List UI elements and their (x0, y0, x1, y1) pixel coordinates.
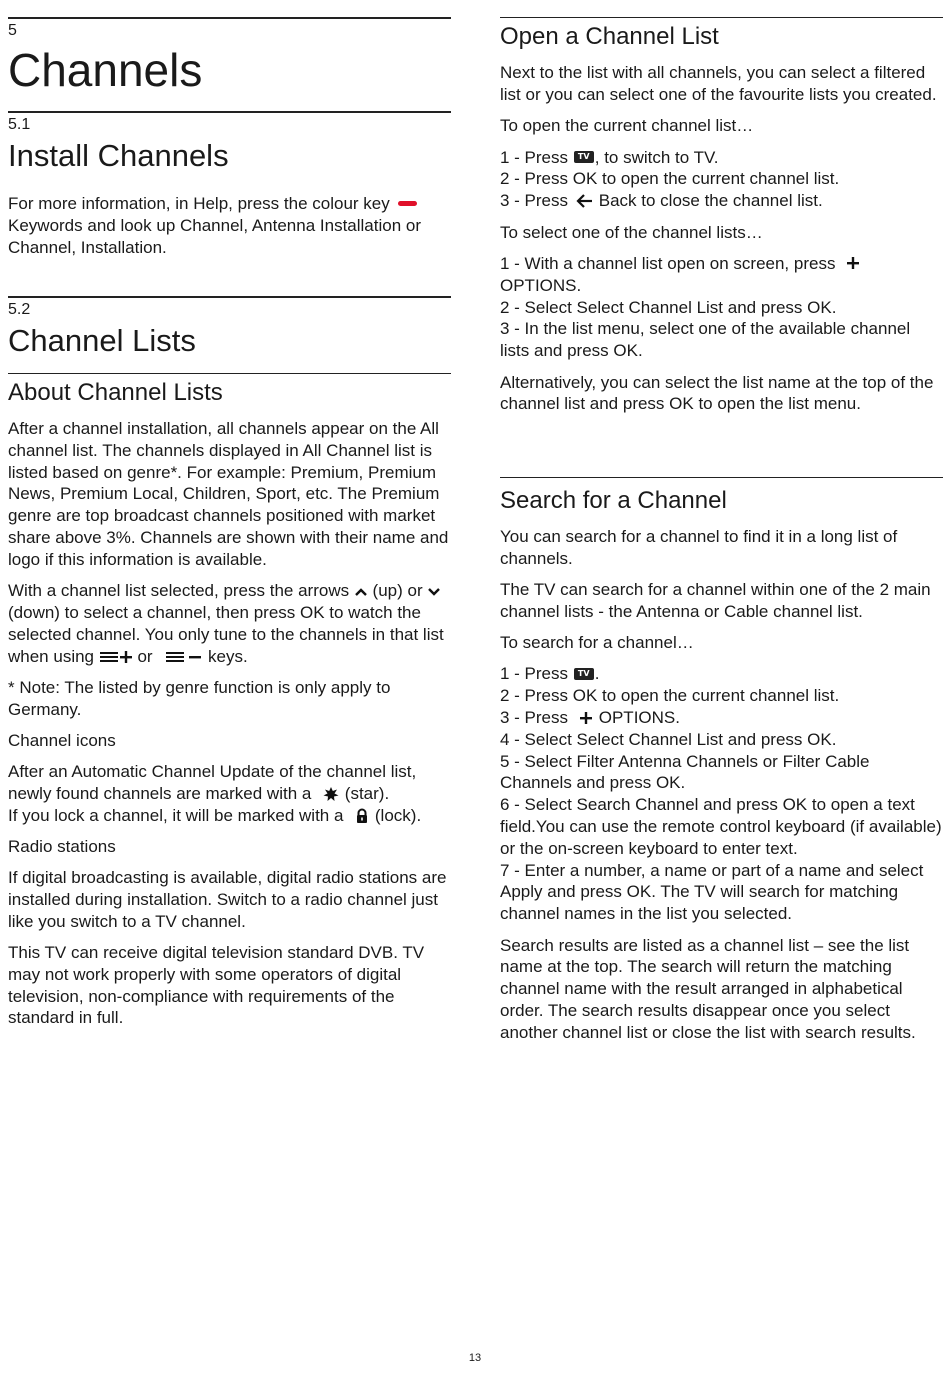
filter-cable-keyword: Filter Cable Channels (500, 751, 870, 793)
ok-keyword: OK (669, 394, 694, 414)
ok-keyword: OK (655, 773, 681, 793)
open-steps (500, 147, 943, 212)
channel-antenna-keyword: Channel, Antenna Installation (180, 215, 402, 235)
subsection-rule (500, 477, 943, 478)
subsection-title: About Channel Lists (8, 378, 223, 406)
section-number: 5.2 (8, 300, 31, 318)
search-channel-keyword: Search Channel (576, 795, 699, 815)
ok-keyword: OK (572, 686, 598, 706)
step-item: 6 - Select Search Channel and press OK to open a text field.You can use the remote control keyboard (if available) or the on-screen keyboard to enter text. (500, 795, 942, 858)
chapter-title: Channels (8, 44, 203, 96)
search-paragraph-3: To search for a channel… (500, 633, 694, 653)
section-title: Channel Lists (8, 322, 196, 358)
ok-keyword: OK (626, 882, 652, 902)
ok-keyword: OK (300, 602, 325, 622)
search-paragraph-1: You can search for a channel to find it in a long list of channels. (500, 526, 898, 568)
help-keyword: Help (193, 194, 229, 213)
back-arrow-icon (575, 193, 595, 209)
section-number: 5.1 (8, 116, 31, 133)
chevron-up-icon (354, 587, 368, 597)
plus-icon (842, 256, 864, 270)
chapter-rule (8, 17, 451, 19)
search-steps (500, 663, 943, 925)
step-item: 2 - Select Select Channel List and press OK. (500, 297, 837, 317)
section-title: Install Channels (8, 138, 229, 173)
chapter-number: 5 (8, 22, 17, 39)
options-keyword: OPTIONS (598, 708, 676, 728)
filter-antenna-keyword: Filter Antenna Channels (576, 751, 758, 771)
lock-icon (354, 808, 370, 824)
plus-icon (119, 650, 133, 664)
select-steps (500, 253, 943, 362)
select-channel-list-keyword: Select Channel List (576, 729, 724, 749)
channel-installation-keyword: Channel, Installation (8, 237, 163, 257)
tv-key-icon: TV (574, 151, 594, 163)
left-column (8, 17, 451, 1039)
open-paragraph-4: Alternatively, you can select the list name at the top of the channel list and press OK to open the list menu. (500, 372, 934, 414)
right-column (500, 17, 943, 1053)
radio-paragraph-2: This TV can receive digital television standard DVB. TV may not work properly with some operators of digital television, non-compliance with requirements of the standard in full. (8, 943, 425, 1028)
radio-stations-heading: Radio stations (8, 837, 116, 857)
subsection-rule (500, 17, 943, 18)
ok-keyword: OK (572, 169, 598, 189)
arrows-paragraph: With a channel list selected, press the arrows (up) or (down) to select a channel, then press OK to watch the selected channel. You only tune to the channels in that list when using or keys. (8, 581, 444, 666)
step-item: 3 - Press Back to close the channel list. (500, 191, 823, 211)
page-number: 13 (468, 1352, 482, 1364)
subsection-rule (8, 373, 451, 374)
radio-paragraph-1: If digital broadcasting is available, digital radio stations are installed during installation. Switch to a radio channel just like you switch to a TV channel. (8, 868, 447, 931)
search-paragraph-4: Search results are listed as a channel list – see the list name at the top. The search will return the matching channel name with the result arranged in alphabetical order. The search results disappear once you select another channel list or close the list with search results. (500, 935, 916, 1042)
step-item: 2 - Press OK to open the current channel list. (500, 169, 840, 189)
channel-icons-heading: Channel icons (8, 731, 116, 751)
step-item: 4 - Select Select Channel List and press OK. (500, 729, 837, 749)
step-item: 1 - Press TV . (500, 664, 600, 684)
about-paragraph: After a channel installation, all channels appear on the All channel list. The channels displayed in All Channel list is listed based on genre*. For example: Premium, Premium News, Premium Local, Children, Sport, etc. The Premium genre are top broadcast channels positioned with market share above 3%. Channels are shown with their name and logo if this information is available. (8, 418, 449, 569)
apply-keyword: Apply (500, 882, 543, 902)
keywords-keyword: Keywords (8, 215, 83, 235)
install-paragraph: For more information, in Help, press the colour key Keywords and look up Channel, Antenna Installation or Channel, Installation. (8, 194, 422, 257)
select-channel-list-keyword: Select Channel List (576, 297, 724, 317)
ok-keyword: OK (782, 795, 808, 815)
open-paragraph-1: Next to the list with all channels, you can select a filtered list or you can select one of the favourite lists you created. (500, 63, 937, 104)
step-item: 2 - Press OK to open the current channel list. (500, 686, 840, 706)
star-icon (322, 786, 340, 802)
back-keyword: Back (598, 191, 637, 211)
open-paragraph-3: To select one of the channel lists… (500, 222, 763, 242)
chevron-down-icon (427, 587, 441, 597)
red-colour-key-icon (398, 201, 417, 206)
ok-keyword: OK (613, 341, 638, 361)
tv-key-icon: TV (574, 668, 594, 680)
search-paragraph-2: The TV can search for a channel within one of the 2 main channel lists - the Antenna or Cable channel list. (500, 579, 931, 621)
step-item: 3 - Press OPTIONS. (500, 708, 680, 728)
step-item: 1 - Press TV , to switch to TV. (500, 147, 719, 167)
section-rule (8, 111, 451, 113)
step-item: 1 - With a channel list open on screen, press OPTIONS. (500, 253, 943, 297)
ok-keyword: OK (807, 297, 832, 317)
subsection-title: Search for a Channel (500, 486, 727, 514)
step-item: 7 - Enter a number, a name or part of a name and select Apply and press OK. The TV will search for matching channel names in the list you selected. (500, 860, 924, 924)
plus-icon (575, 711, 597, 725)
menu-lines-icon (99, 650, 119, 664)
menu-lines-icon (163, 650, 187, 664)
section-rule (8, 296, 451, 298)
ok-keyword: OK (807, 729, 832, 749)
step-item: 5 - Select Filter Antenna Channels or Filter Cable Channels and press OK. (500, 751, 870, 793)
step-item: 3 - In the list menu, select one of the available channel lists and press OK. (500, 319, 911, 361)
open-paragraph-2: To open the current channel list… (500, 116, 754, 136)
subsection-title: Open a Channel List (500, 23, 719, 50)
channel-icons-paragraph: After an Automatic Channel Update of the channel list, newly found channels are marked with a (star). If you lock a channel, it will be marked with a (lock). (8, 762, 422, 825)
note-paragraph: * Note: The listed by genre function is only apply to Germany. (8, 677, 391, 719)
options-keyword: OPTIONS (500, 275, 577, 295)
minus-icon (187, 650, 203, 664)
